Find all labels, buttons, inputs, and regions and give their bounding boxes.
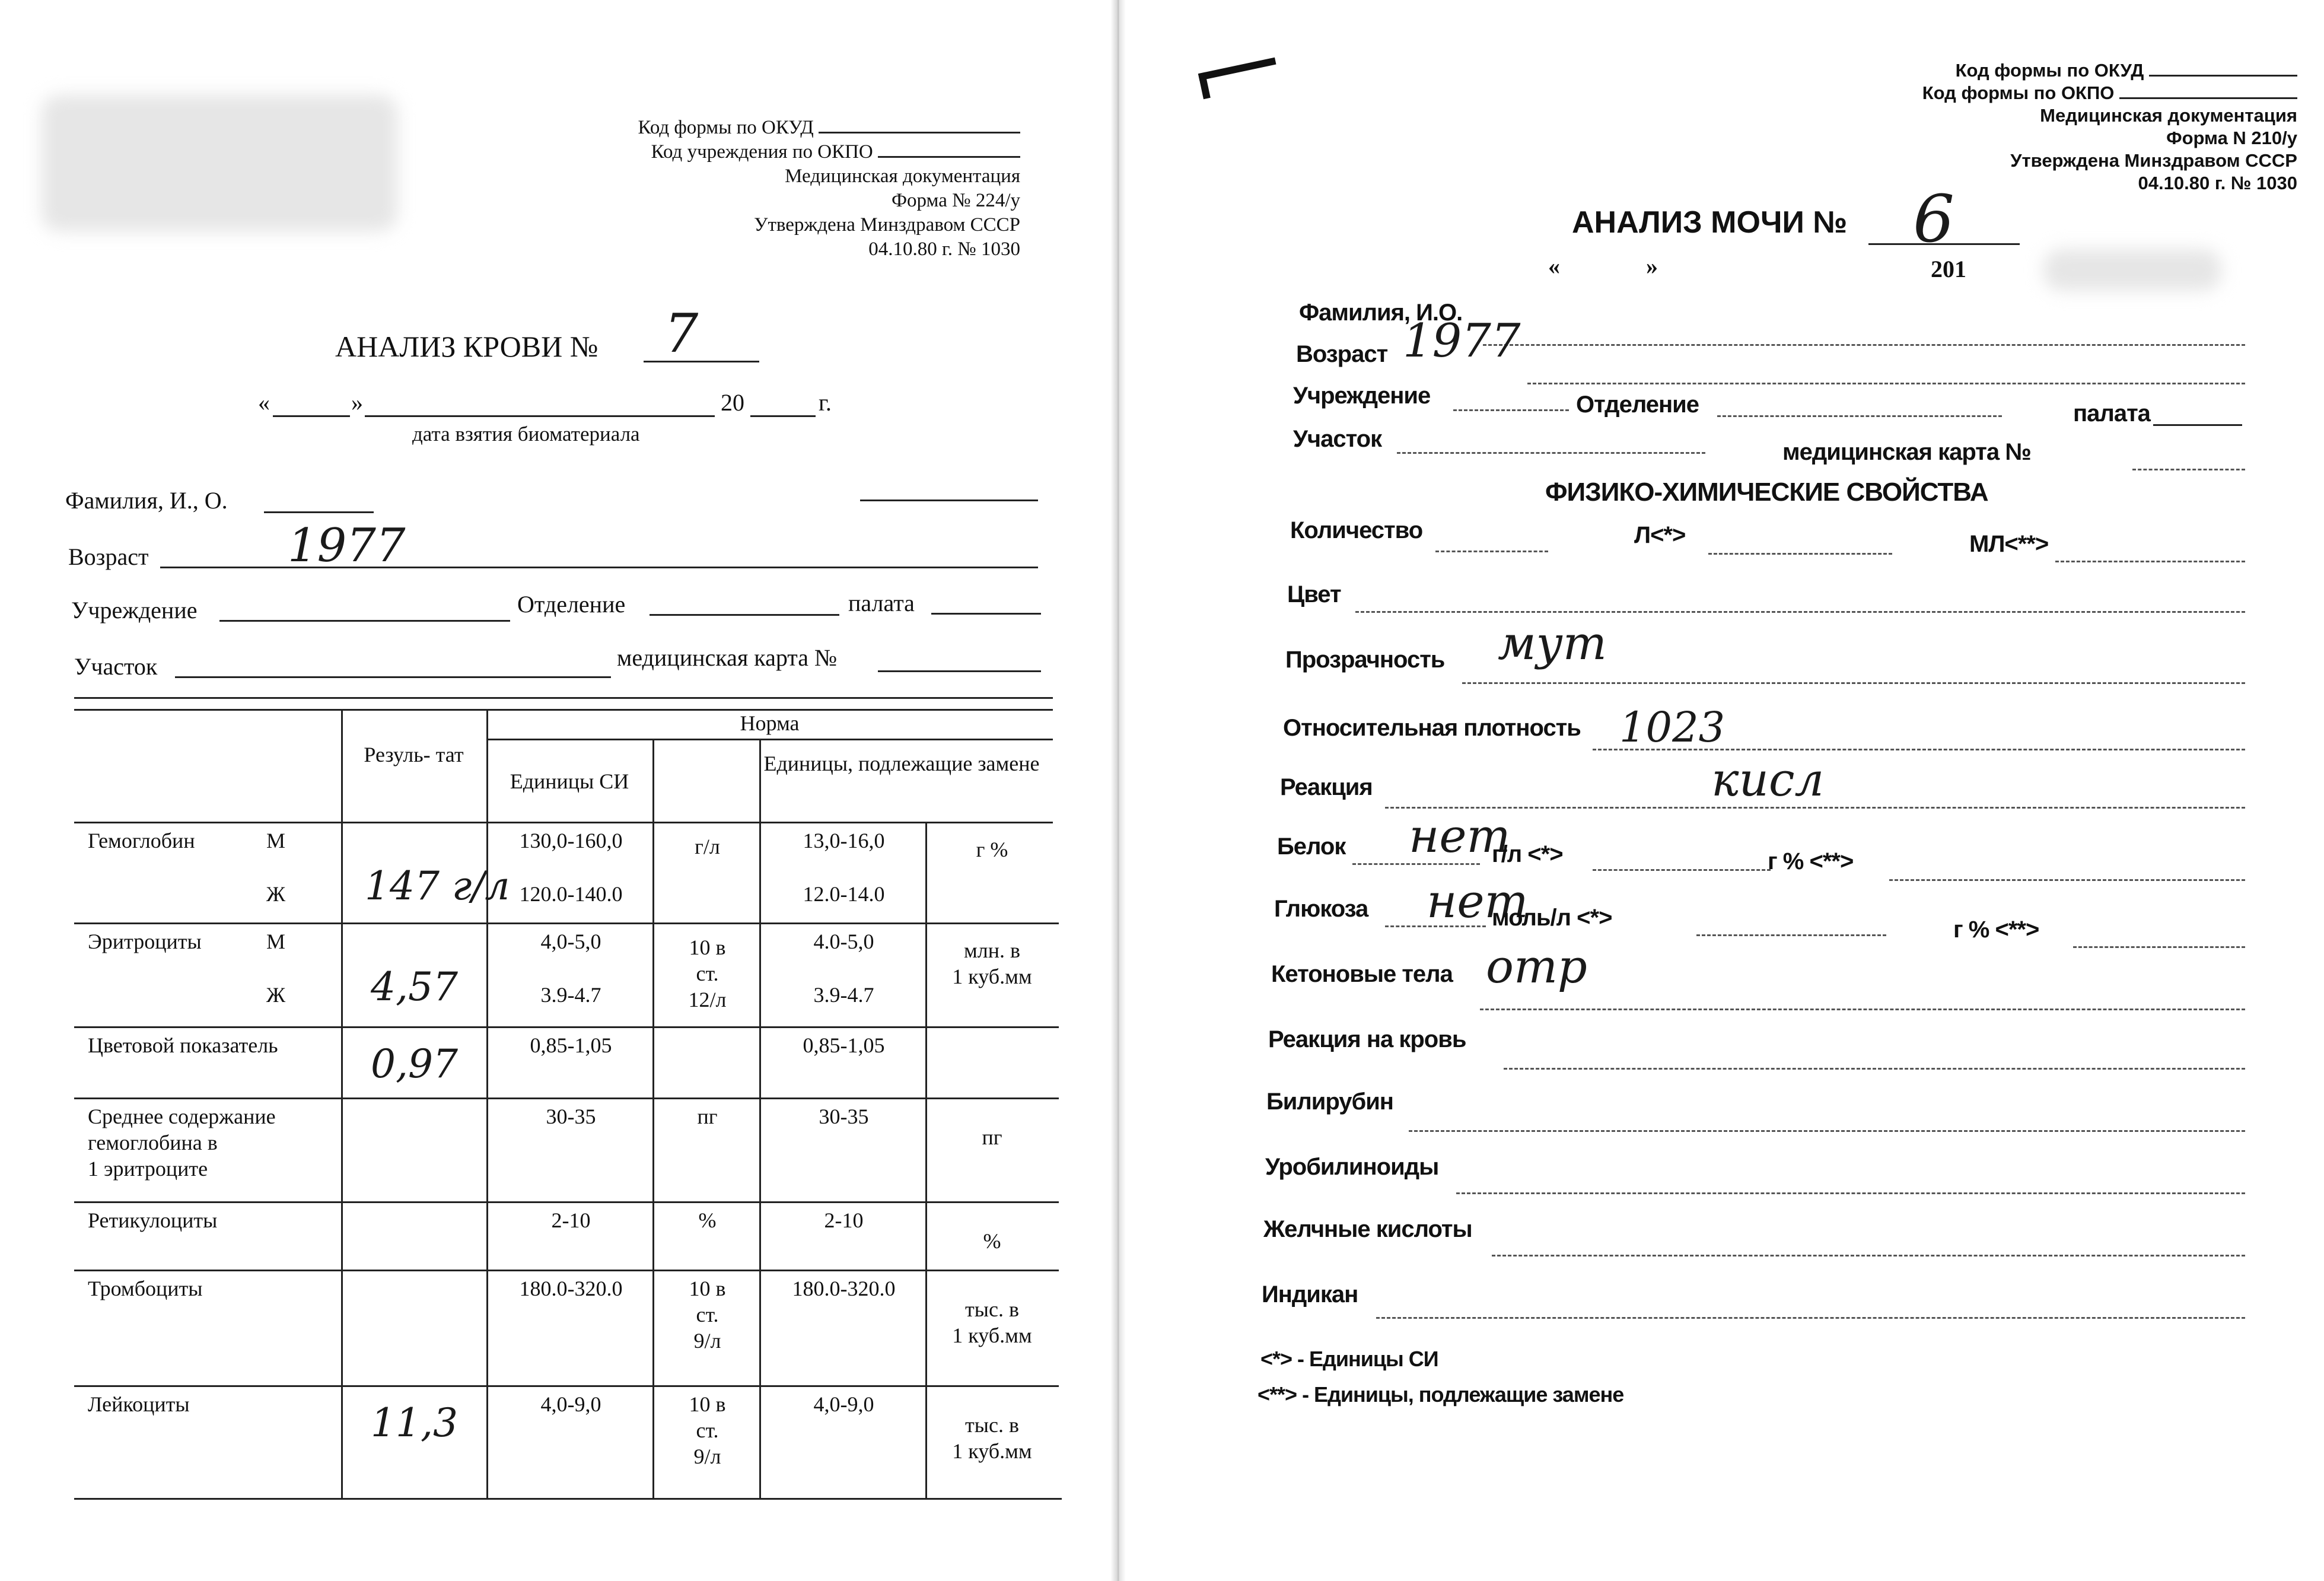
row-name: Тромбоциты: [88, 1277, 203, 1300]
department-line: [1717, 415, 2002, 417]
department-line: [650, 614, 839, 616]
si-norm-male: 4,0-5,0: [540, 930, 601, 953]
replaced-norm-male: 13,0-16,0: [803, 829, 885, 852]
row-sub-male: М: [266, 829, 285, 852]
approved-by: Утверждена Минздравом СССР: [2010, 150, 2297, 171]
okpo-code-label: Код формы по ОКПО: [1922, 82, 2115, 103]
si-unit: пг: [697, 1105, 718, 1128]
urobilinoids-line: [1456, 1192, 2245, 1194]
protein-line-3: [1889, 879, 2245, 881]
urine-year: 201: [1931, 256, 1966, 282]
bile-acids-label: Желчные кислоты: [1263, 1216, 1472, 1242]
page-corner-mark: [1198, 58, 1280, 99]
blood-analysis-form: [0, 0, 1115, 1581]
si-unit: 10 в ст. 12/л: [688, 936, 727, 1011]
blood-title-text: АНАЛИЗ КРОВИ №: [335, 330, 598, 363]
row-result-value: 4,57: [371, 964, 458, 1010]
col-norm-header: Норма: [740, 711, 800, 735]
row-name: Ретикулоциты: [88, 1208, 218, 1232]
section-title: ФИЗИКО-ХИМИЧЕСКИЕ СВОЙСТВА: [1545, 478, 1988, 507]
fio-line: [264, 511, 374, 513]
fio-line-right: [860, 500, 1038, 501]
age-line: [1527, 383, 2245, 384]
replaced-norm: 30-35: [819, 1105, 869, 1128]
redacted-area: [2043, 249, 2221, 291]
si-unit: 10 в ст. 9/л: [689, 1277, 726, 1353]
row-name: Гемоглобин: [88, 829, 195, 852]
district-label: Участок: [1293, 426, 1382, 452]
glucose-unit-1: моль/л <*>: [1492, 905, 1612, 931]
blood-title: [335, 329, 598, 364]
age-label: Возраст: [1296, 341, 1388, 367]
okud-code-label: Код формы по ОКУД: [638, 117, 814, 138]
institution-line: [219, 620, 510, 622]
indican-line: [1376, 1317, 2245, 1319]
protein-unit-2: г % <**>: [1768, 848, 1854, 874]
ketone-value: отр: [1486, 940, 1587, 994]
row-result-value: 11,3: [371, 1400, 458, 1446]
col-result-header: Резуль- тат: [364, 743, 464, 766]
ward-line: [931, 613, 1041, 615]
color-line: [1355, 611, 2245, 613]
row-result-value: 147 г/л: [365, 863, 510, 909]
date-open-quote: «: [258, 389, 270, 416]
replaced-norm: 180.0-320.0: [792, 1277, 896, 1300]
department-label: Отделение: [517, 591, 626, 618]
si-unit: г/л: [695, 835, 720, 858]
replaced-norm-male: 4.0-5,0: [813, 930, 874, 953]
quantity-label: Количество: [1290, 517, 1423, 543]
okud-code-label: Код формы по ОКУД: [1955, 60, 2144, 81]
date-month-line: [365, 415, 715, 417]
replaced-norm-female: 12.0-14.0: [803, 882, 885, 906]
glucose-line-2: [1696, 934, 1886, 936]
urine-title-text: АНАЛИЗ МОЧИ №: [1572, 205, 1848, 240]
reaction-line: [1385, 807, 2245, 809]
si-norm: 2-10: [551, 1208, 591, 1232]
year-suffix: г.: [819, 389, 832, 416]
fio-line: [1483, 344, 2245, 346]
si-norm-female: 3.9-4.7: [540, 983, 601, 1007]
med-card-label: медицинская карта №: [617, 644, 838, 671]
date-year-line: [750, 415, 816, 417]
approval-date: 04.10.80 г. № 1030: [868, 238, 1020, 260]
unit-ml: МЛ<**>: [1969, 531, 2049, 557]
med-card-line: [2132, 469, 2245, 470]
fio-label: Фамилия, И., О.: [65, 487, 228, 514]
bilirubin-label: Билирубин: [1266, 1089, 1393, 1115]
blood-reaction-label: Реакция на кровь: [1268, 1026, 1466, 1052]
si-norm-male: 130,0-160,0: [519, 829, 623, 852]
institution-label: Учреждение: [1293, 383, 1431, 409]
bilirubin-line: [1409, 1130, 2245, 1132]
replaced-unit: млн. в 1 куб.мм: [952, 939, 1032, 988]
date-close-quote: »: [351, 389, 363, 416]
replaced-unit: г %: [976, 838, 1008, 861]
si-norm: 4,0-9,0: [540, 1392, 601, 1416]
row-sub-male: М: [266, 930, 285, 953]
date-open-quote: «: [1548, 253, 1560, 279]
age-value: 1977: [1403, 314, 1521, 368]
fio-label: Фамилия, И.О.: [1299, 300, 1463, 326]
date-close-quote: »: [1646, 253, 1658, 279]
urine-analysis-number: 6: [1913, 181, 1954, 257]
indican-label: Индикан: [1262, 1281, 1358, 1308]
footnote-si: <*> - Единицы СИ: [1260, 1347, 1438, 1371]
protein-line-1: [1352, 863, 1480, 865]
col-si-header: Единицы СИ: [510, 769, 629, 793]
ketone-label: Кетоновые тела: [1271, 961, 1453, 987]
replaced-unit: %: [983, 1229, 1001, 1253]
quantity-line-3: [2055, 561, 2245, 562]
urobilinoids-label: Уробилиноиды: [1265, 1154, 1439, 1180]
institution-label: Учреждение: [71, 597, 198, 624]
year-prefix: 20: [721, 389, 744, 416]
transparency-line: [1462, 682, 2245, 684]
replaced-norm: 2-10: [824, 1208, 864, 1232]
replaced-unit: тыс. в 1 куб.мм: [952, 1297, 1032, 1347]
district-line: [175, 676, 611, 678]
urine-title: [1572, 205, 1847, 240]
row-name: Эритроциты: [88, 930, 202, 953]
unit-l: Л<*>: [1634, 522, 1686, 548]
ketone-line: [1480, 1009, 2245, 1010]
form-number: Форма N 210/у: [2166, 128, 2297, 148]
density-value: 1023: [1619, 703, 1726, 752]
medical-documentation-label: Медицинская документация: [2040, 105, 2297, 126]
density-label: Относительная плотность: [1283, 715, 1581, 741]
row-result-value: 0,97: [371, 1041, 458, 1087]
urine-analysis-form: [1124, 0, 2324, 1581]
col-replaced-header: Единицы, подлежащие замене: [763, 752, 1040, 775]
transparency-value: мут: [1498, 617, 1607, 670]
age-value: 1977: [288, 519, 406, 572]
protein-unit-1: г/л <*>: [1492, 841, 1563, 867]
si-norm: 30-35: [546, 1105, 596, 1128]
protein-line-2: [1593, 869, 1771, 871]
okpo-code-label: Код учреждения по ОКПО: [651, 141, 873, 163]
blood-results-table: [68, 709, 1059, 1504]
date-caption: дата взятия биоматериала: [412, 422, 640, 446]
institution-line: [1453, 409, 1569, 411]
protein-value: нет: [1409, 810, 1511, 863]
blood-analysis-number: 7: [664, 303, 699, 365]
bile-acids-line: [1492, 1255, 2245, 1256]
si-norm-female: 120.0-140.0: [519, 882, 623, 906]
age-label: Возраст: [68, 543, 149, 570]
row-name: Лейкоциты: [88, 1392, 190, 1416]
department-label: Отделение: [1576, 392, 1699, 418]
blood-form-header: [638, 116, 1020, 262]
replaced-unit: пг: [982, 1125, 1002, 1149]
blood-number-line: [644, 361, 759, 362]
quantity-line-2: [1708, 553, 1892, 555]
reaction-value: кисл: [1711, 753, 1825, 807]
approved-by: Утверждена Минздравом СССР: [754, 214, 1020, 236]
glucose-line-3: [2073, 946, 2245, 948]
row-name: Цветовой показатель: [88, 1033, 278, 1057]
approval-date: 04.10.80 г. № 1030: [2138, 173, 2297, 193]
ward-label: палата: [848, 590, 915, 616]
row-name: Среднее содержание гемоглобина в 1 эритроците: [88, 1105, 276, 1181]
replaced-norm: 4,0-9,0: [813, 1392, 874, 1416]
si-norm: 0,85-1,05: [530, 1033, 612, 1057]
footnote-replaced: <**> - Единицы, подлежащие замене: [1257, 1382, 1624, 1407]
med-card-label: медицинская карта №: [1782, 439, 2031, 465]
si-unit: 10 в ст. 9/л: [689, 1392, 726, 1468]
medical-documentation-label: Медицинская документация: [785, 166, 1020, 187]
ward-line: [2153, 424, 2242, 426]
ward-label: палата: [2073, 400, 2150, 427]
district-line: [1397, 452, 1705, 454]
med-card-line: [878, 670, 1041, 672]
replaced-unit: тыс. в 1 куб.мм: [952, 1413, 1032, 1463]
urine-form-header: [1922, 59, 2297, 195]
glucose-label: Глюкоза: [1274, 896, 1368, 922]
si-norm: 180.0-320.0: [519, 1277, 623, 1300]
density-line: [1593, 749, 2245, 750]
glucose-value: нет: [1427, 875, 1529, 928]
replaced-norm-female: 3.9-4.7: [813, 983, 874, 1007]
redacted-area: [42, 95, 397, 231]
date-day-line: [273, 415, 350, 417]
reaction-label: Реакция: [1280, 774, 1373, 800]
transparency-label: Прозрачность: [1285, 647, 1445, 673]
si-unit: %: [698, 1208, 717, 1232]
row-sub-female: Ж: [266, 983, 286, 1007]
color-label: Цвет: [1287, 581, 1341, 607]
protein-label: Белок: [1277, 834, 1346, 860]
form-number: Форма № 224/у: [891, 190, 1020, 211]
glucose-unit-2: г % <**>: [1953, 917, 2039, 943]
blood-reaction-line: [1504, 1068, 2245, 1070]
quantity-line-1: [1435, 551, 1548, 552]
glucose-line-1: [1385, 925, 1486, 927]
district-label: Участок: [74, 653, 158, 680]
replaced-norm: 0,85-1,05: [803, 1033, 885, 1057]
row-sub-female: Ж: [266, 882, 286, 906]
